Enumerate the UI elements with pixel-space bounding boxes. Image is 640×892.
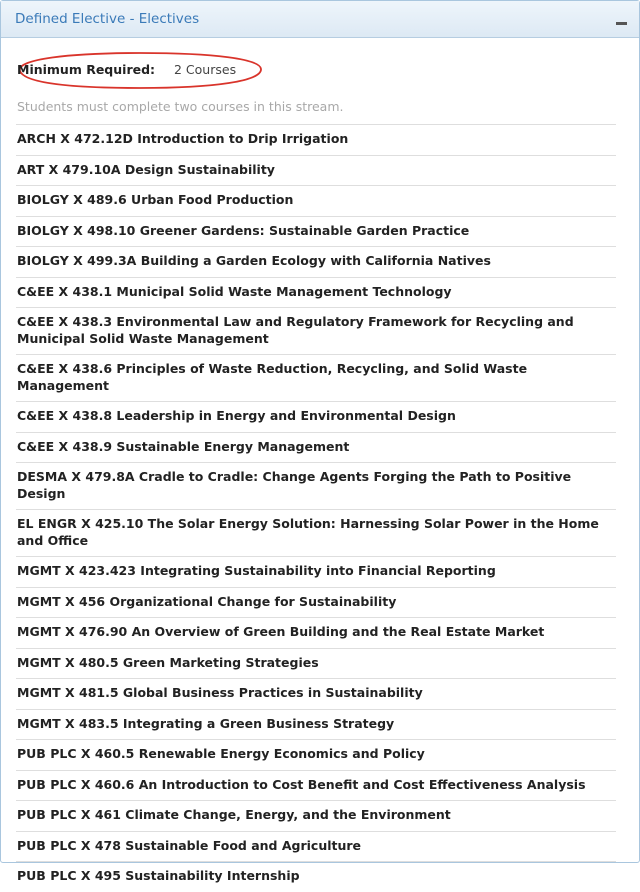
- minimum-required-value: 2 Courses: [174, 62, 237, 77]
- course-item[interactable]: EL ENGR X 425.10 The Solar Energy Solution: Harnessing Solar Power in the Home and Office: [16, 510, 616, 557]
- course-item[interactable]: MGMT X 456 Organizational Change for Sustainability: [16, 588, 616, 619]
- course-item[interactable]: MGMT X 481.5 Global Business Practices in Sustainability: [16, 679, 616, 710]
- course-item[interactable]: MGMT X 423.423 Integrating Sustainability into Financial Reporting: [16, 557, 616, 588]
- minimum-required-label: Minimum Required:: [17, 62, 156, 77]
- panel-header[interactable]: [1, 1, 639, 38]
- course-item[interactable]: PUB PLC X 478 Sustainable Food and Agriculture: [16, 832, 616, 863]
- course-item[interactable]: BIOLGY X 499.3A Building a Garden Ecology with California Natives: [16, 247, 616, 278]
- course-item[interactable]: BIOLGY X 498.10 Greener Gardens: Sustainable Garden Practice: [16, 217, 616, 248]
- course-item[interactable]: PUB PLC X 460.5 Renewable Energy Economics and Policy: [16, 740, 616, 771]
- course-item[interactable]: PUB PLC X 460.6 An Introduction to Cost Benefit and Cost Effectiveness Analysis: [16, 771, 616, 802]
- requirement-note: Students must complete two courses in this stream.: [17, 99, 344, 114]
- course-item[interactable]: PUB PLC X 495 Sustainability Internship: [17, 868, 300, 883]
- panel-body: [1, 38, 639, 892]
- course-item[interactable]: C&EE X 438.9 Sustainable Energy Management: [16, 433, 616, 464]
- course-item[interactable]: DESMA X 479.8A Cradle to Cradle: Change Agents Forging the Path to Positive Design: [16, 463, 616, 510]
- course-item[interactable]: MGMT X 480.5 Green Marketing Strategies: [16, 649, 616, 680]
- course-item[interactable]: ARCH X 472.12D Introduction to Drip Irrigation: [16, 125, 616, 156]
- course-item[interactable]: C&EE X 438.1 Municipal Solid Waste Management Technology: [16, 278, 616, 309]
- course-item[interactable]: ART X 479.10A Design Sustainability: [16, 156, 616, 187]
- course-item[interactable]: C&EE X 438.3 Environmental Law and Regulatory Framework for Recycling and Municipal Solid Waste Management: [16, 308, 616, 355]
- course-list: [16, 124, 616, 892]
- minimum-required-row: [16, 38, 616, 96]
- course-item[interactable]: BIOLGY X 489.6 Urban Food Production: [16, 186, 616, 217]
- panel-title[interactable]: Defined Elective - Electives: [15, 11, 200, 27]
- minus-icon[interactable]: [613, 11, 629, 27]
- course-item[interactable]: C&EE X 438.6 Principles of Waste Reduction, Recycling, and Solid Waste Management: [16, 355, 616, 402]
- course-item[interactable]: MGMT X 483.5 Integrating a Green Business Strategy: [16, 710, 616, 741]
- course-item[interactable]: C&EE X 438.8 Leadership in Energy and Environmental Design: [16, 402, 616, 433]
- course-item[interactable]: PUB PLC X 461 Climate Change, Energy, and the Environment: [16, 801, 616, 832]
- course-item[interactable]: MGMT X 476.90 An Overview of Green Building and the Real Estate Market: [16, 618, 616, 649]
